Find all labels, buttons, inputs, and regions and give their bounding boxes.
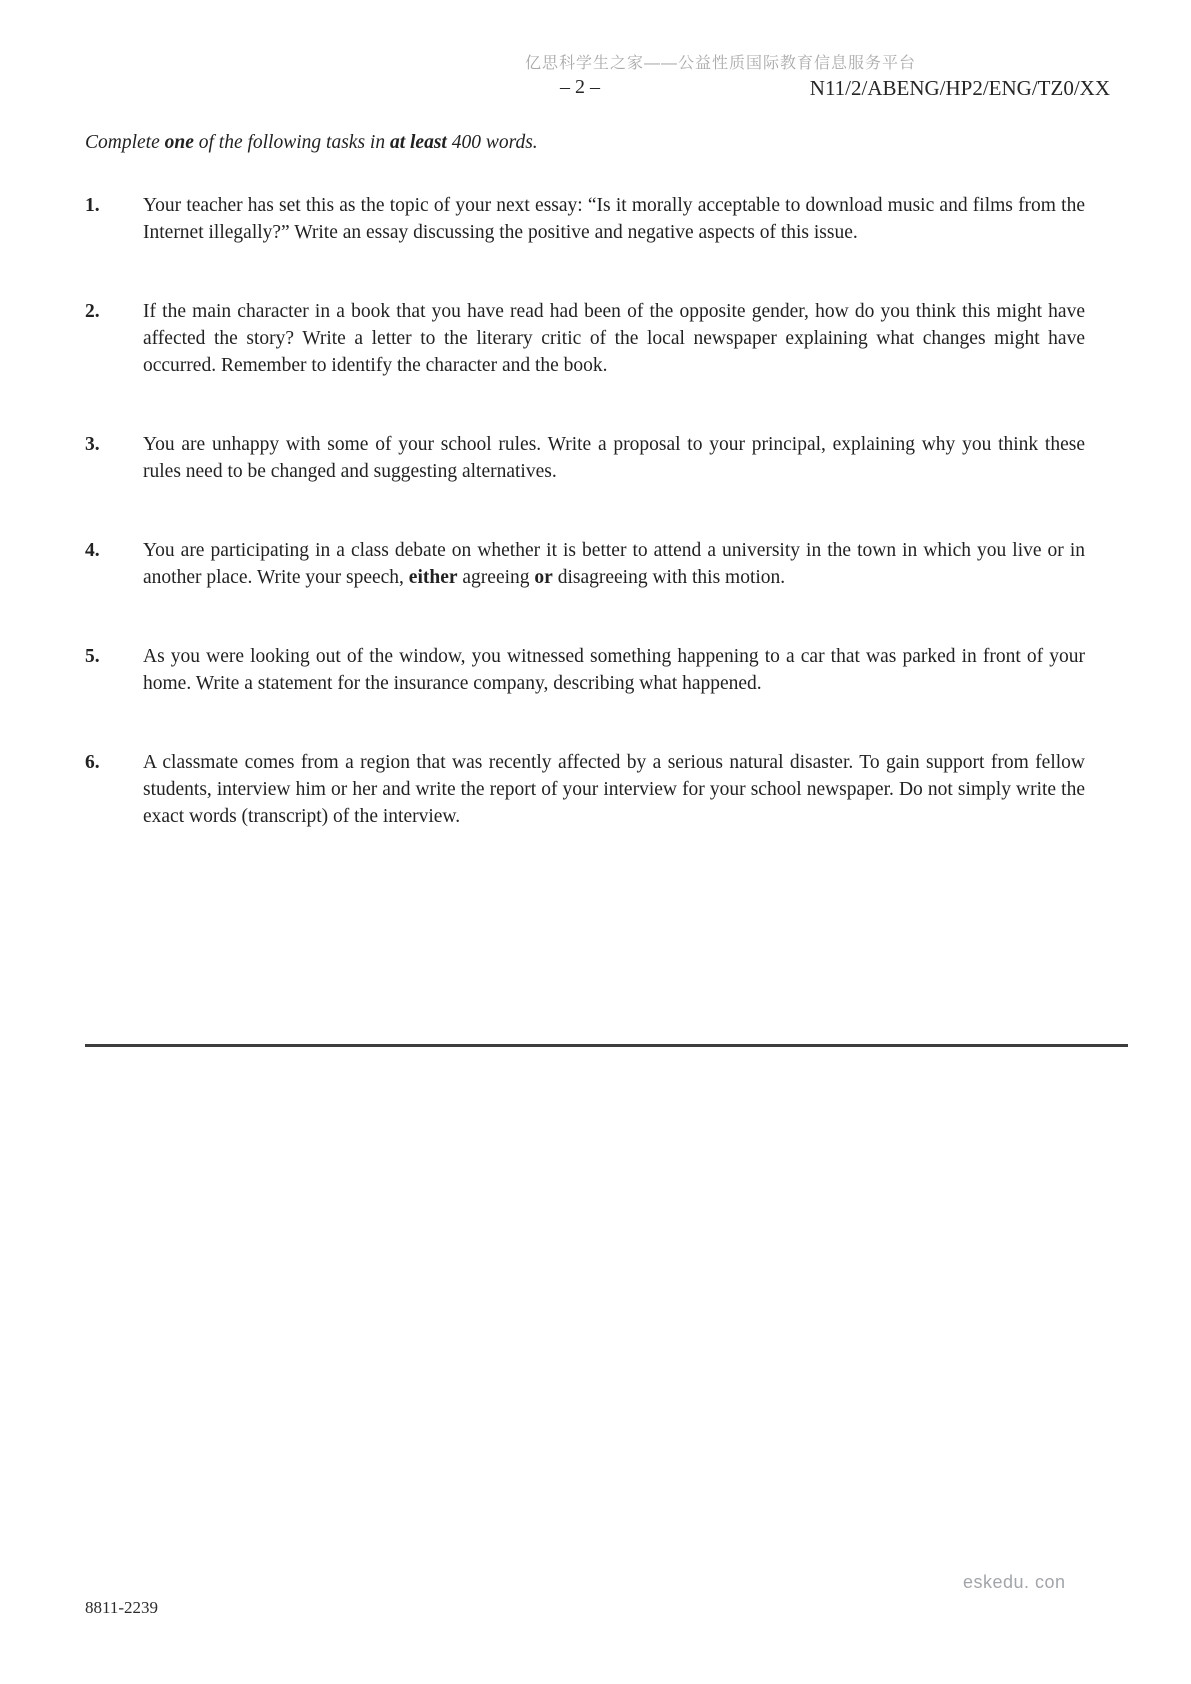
- instruction-line: [85, 129, 1085, 156]
- text-segment: or: [534, 567, 553, 588]
- task-number: 3.: [85, 434, 100, 455]
- task-section: [85, 129, 1085, 882]
- text-segment: If the main character in a book that you have read had been of the opposite gender, how do you think this might have affected the story? Write a letter to the literary critic of the local newspaper explaining what changes might have occurred. Remember to identify the character and the book.: [143, 301, 1085, 376]
- text-segment: of the following tasks in: [193, 132, 390, 153]
- page-number: – 2 –: [560, 76, 600, 98]
- task-item-5: [85, 643, 1085, 697]
- task-item-4: [85, 537, 1085, 591]
- task-number: 2.: [85, 301, 100, 322]
- paper-code: N11/2/ABENG/HP2/ENG/TZ0/XX: [809, 76, 1110, 100]
- task-item-3: [85, 431, 1085, 485]
- footer-watermark: eskedu. con: [963, 1572, 1066, 1592]
- header-watermark: 亿思科学生之家——公益性质国际教育信息服务平台: [524, 55, 916, 72]
- task-number: 4.: [85, 540, 100, 561]
- task-text: [143, 298, 1085, 379]
- text-segment: either: [408, 567, 458, 588]
- task-number: 1.: [85, 195, 100, 216]
- task-text: [143, 537, 1085, 591]
- text-segment: agreeing: [457, 567, 535, 588]
- text-segment: A classmate comes from a region that was recently affected by a serious natural disaster. To gain support from fellow students, interview him or her and write the report of your interview for your school newspaper. Do not simply write the exact words (transcript) of the interview.: [143, 752, 1085, 827]
- text-segment: Your teacher has set this as the topic of your next essay: “Is it morally acceptable to download music and films from the Internet illegally?” Write an essay discussing the positive and negative aspects of this issue.: [143, 195, 1085, 243]
- text-segment: As you were looking out of the window, you witnessed something happening to a car that was parked in front of your home. Write a statement for the insurance company, describing what happened.: [143, 646, 1085, 694]
- task-item-2: [85, 298, 1085, 379]
- text-segment: You are unhappy with some of your school rules. Write a proposal to your principal, explaining why you think these rules need to be changed and suggesting alternatives.: [143, 434, 1085, 482]
- task-item-1: [85, 192, 1085, 246]
- footer-document-code: 8811-2239: [85, 1598, 159, 1617]
- task-text: [143, 643, 1085, 697]
- task-text: [143, 431, 1085, 485]
- task-text: [143, 192, 1085, 246]
- text-segment: at least: [389, 132, 447, 153]
- task-number: 5.: [85, 646, 100, 667]
- text-segment: disagreeing with this motion.: [552, 567, 786, 588]
- task-number: 6.: [85, 752, 100, 773]
- divider-line: [85, 1044, 1128, 1047]
- text-segment: Complete: [85, 132, 165, 153]
- task-item-6: [85, 749, 1085, 830]
- text-segment: You are participating in a class debate on whether it is better to attend a university in the town in which you live or in another place. Write your speech,: [143, 540, 1085, 588]
- text-segment: 400 words.: [446, 132, 538, 153]
- task-text: [143, 749, 1085, 830]
- text-segment: one: [164, 132, 194, 153]
